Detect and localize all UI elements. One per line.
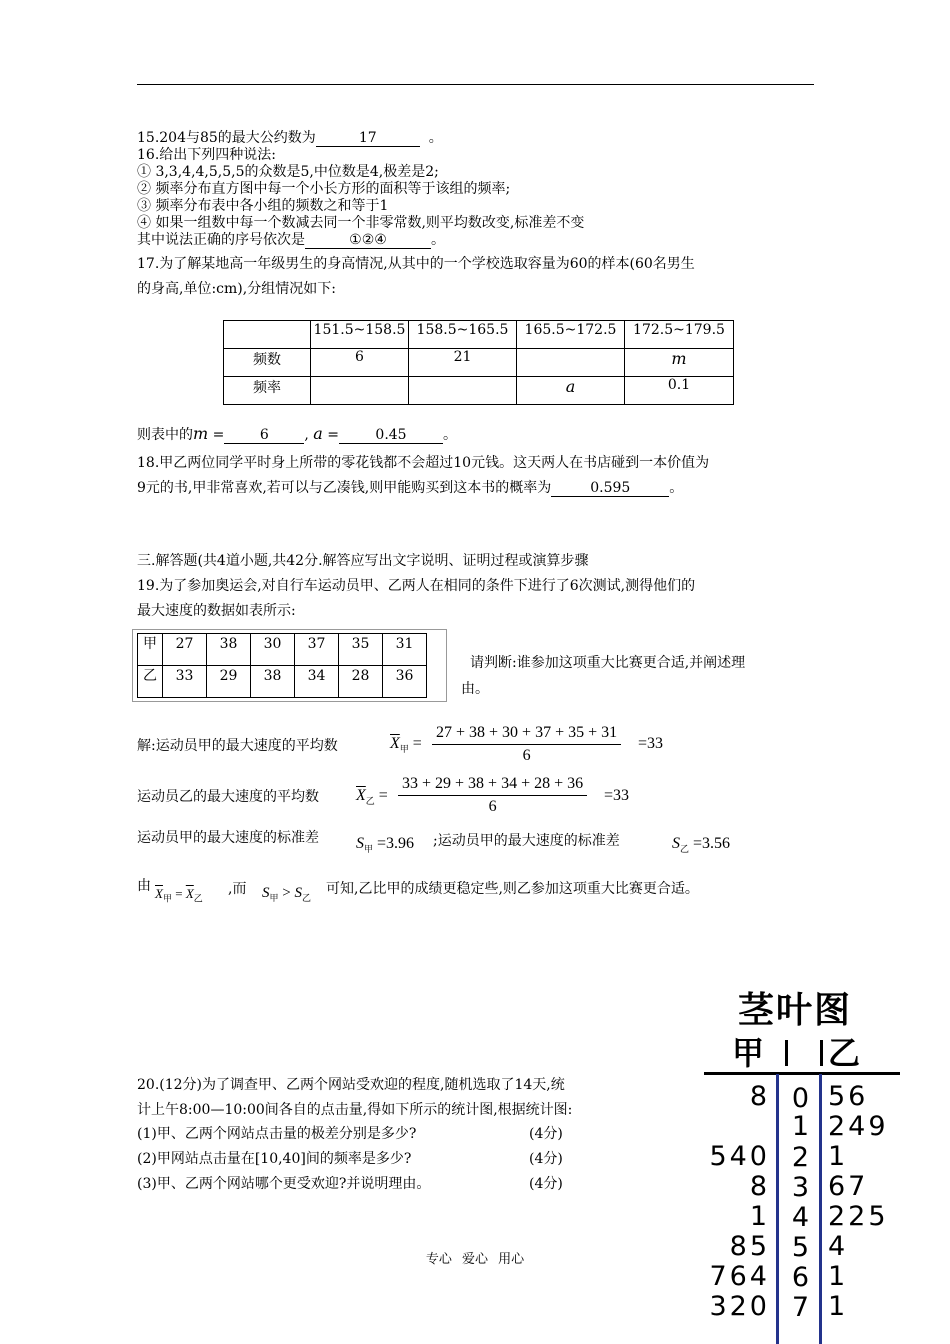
- q17-m-answer: 6: [224, 428, 304, 444]
- q19-sol3-sub2: 乙: [680, 844, 690, 855]
- header-divider-right: [820, 1040, 823, 1066]
- q19-sol1-denominator: 6: [522, 747, 531, 764]
- q20-part-2: [137, 1151, 563, 1168]
- q20-part-2-score: (4分): [529, 1151, 563, 1167]
- q16-end: 。: [431, 232, 445, 248]
- q16-item-1: ① 3,3,4,4,5,5,5的众数是5,中位数是4,极差是2;: [137, 164, 439, 180]
- q17-cell: 21: [409, 349, 517, 377]
- stem-value: 1: [791, 1111, 813, 1142]
- q19-sol2-mean: $\overline{X}_乙$ =: [356, 787, 388, 807]
- q19-sol2-var: $\overline{X}$: [356, 787, 366, 804]
- q17-cell: 0.1: [625, 377, 734, 405]
- q17-header-row: [224, 321, 734, 349]
- q19-cell: 33: [163, 666, 207, 698]
- q19-cell: 28: [339, 666, 383, 698]
- q19-cell: 27: [163, 634, 207, 666]
- q19-sol2-prefix: 运动员乙的最大速度的平均数: [137, 789, 319, 805]
- q15-answer: 17: [316, 131, 420, 147]
- q20-line-2: 计上午8:00—10:00间各自的点击量,得如下所示的统计图,根据统计图:: [137, 1102, 573, 1118]
- q20-part-3: [137, 1176, 563, 1193]
- q16-item-4: ④ 如果一组数中每一个数减去同一个非零常数,则平均数改变,标准差不变: [137, 215, 585, 231]
- leaf-left-row: 764: [709, 1261, 770, 1292]
- q19-sol2-numerator: 33 + 29 + 38 + 34 + 28 + 36: [398, 773, 587, 796]
- q19-line-1: 19.为了参加奥运会,对自行车运动员甲、乙两人在相同的条件下进行了6次测试,测得他们的: [137, 578, 696, 594]
- q19-cell: 37: [295, 634, 339, 666]
- leaf-left-row: 8: [749, 1171, 770, 1202]
- q17-a-answer: 0.45: [339, 428, 443, 444]
- leaf-right-row: 249: [828, 1111, 889, 1142]
- q19-cell: 30: [251, 634, 295, 666]
- q17-cell: [311, 377, 409, 405]
- q16-item-2: ② 频率分布直方图中每一个小长方形的面积等于该组的频率;: [137, 181, 511, 197]
- q19-cell: 38: [207, 634, 251, 666]
- q19-speed-table: [137, 633, 427, 698]
- q18-answer: 0.595: [551, 481, 669, 497]
- q19-sol3-var2: S: [672, 835, 680, 852]
- q19-concl-sub1: 甲: [162, 893, 172, 904]
- q20-line-1: 20.(12分)为了调查甲、乙两个网站受欢迎的程度,随机选取了14天,统: [137, 1077, 565, 1093]
- q19-sol3-prefix: 运动员甲的最大速度的标准差: [137, 830, 319, 846]
- q19-concl-prefix: 由: [137, 878, 151, 894]
- q19-sol3-jia: [356, 835, 414, 855]
- q17-row-label: 频数: [224, 349, 311, 377]
- stem-value: 0: [791, 1083, 813, 1114]
- q19-sol1-var: $\overline{X}$: [390, 735, 400, 752]
- q19-concl-suffix: 可知,乙比甲的成绩更稳定些,则乙参加这项重大比赛更合适。: [326, 881, 699, 897]
- stem-value: 2: [791, 1142, 813, 1173]
- q19-sol1-sub: 甲: [399, 744, 409, 755]
- leaf-left-row: 320: [709, 1291, 770, 1322]
- q17-result-line: 则表中的m = 6 , a = 0.45 。: [137, 424, 457, 443]
- q19-concl-std: [262, 885, 311, 904]
- stem-divider-left: [776, 1074, 779, 1344]
- q19-cell: 36: [383, 666, 427, 698]
- q19-cell: 31: [383, 634, 427, 666]
- q19-sol1-numerator: 27 + 38 + 30 + 37 + 35 + 31: [432, 722, 621, 745]
- q18-text: 9元的书,甲非常喜欢,若可以与乙凑钱,则甲能购买到这本书的概率为: [137, 480, 552, 496]
- leaf-right-row: 225: [828, 1201, 889, 1232]
- q18-end: 。: [669, 480, 684, 496]
- leaf-right-row: 56: [828, 1081, 869, 1112]
- q19-question-line-1: 请判断:谁参加这项重大比赛更合适,并阐述理: [470, 655, 746, 671]
- q20-part-1: [137, 1126, 563, 1143]
- leaf-left-row: 8: [749, 1081, 770, 1112]
- page-footer: 专心 爱心 用心: [425, 1252, 525, 1267]
- stem-value: 6: [791, 1262, 813, 1293]
- q19-sol1-prefix: 解:运动员甲的最大速度的平均数: [137, 738, 338, 754]
- leaf-right-row: 4: [828, 1231, 849, 1262]
- stem-leaf-left-header: 甲: [732, 1034, 765, 1072]
- q17-a-var: a: [313, 424, 323, 443]
- q17-header-cell: 165.5~172.5: [517, 321, 625, 349]
- q19-sol2-denominator: 6: [488, 798, 497, 815]
- q19-question-line-2: 由。: [461, 681, 489, 697]
- stem-value: 4: [791, 1202, 813, 1233]
- q17-cell: [409, 377, 517, 405]
- q19-row-yi: [138, 666, 427, 698]
- q19-concl-ssub1: 甲: [269, 893, 279, 903]
- q19-cell: 29: [207, 666, 251, 698]
- header-divider-left: [785, 1040, 788, 1066]
- q19-concl-var2: $\overline{X}$: [185, 886, 194, 901]
- q19-sol2-fraction: [398, 773, 587, 818]
- stem-value: 5: [791, 1232, 813, 1263]
- q17-cell: 6: [311, 349, 409, 377]
- leaf-right-row: 1: [828, 1141, 849, 1172]
- section3-title: 三.解答题(共4道小题,共42分.解答应写出文字说明、证明过程或演算步骤: [137, 553, 589, 569]
- q19-speed-table-frame: [132, 629, 447, 702]
- q19-sol1-mean: $\overline{X}_甲$ =: [390, 735, 422, 755]
- leaf-left-row: 540: [709, 1141, 770, 1172]
- q19-cell: 34: [295, 666, 339, 698]
- q19-sol1-fraction: [432, 722, 621, 767]
- q17-cell: m: [625, 349, 734, 377]
- stem-value: 3: [791, 1172, 813, 1203]
- q19-concl-means: [155, 886, 203, 905]
- q19-sol2-result: =33: [604, 787, 630, 804]
- stem-leaf-right-header: 乙: [828, 1034, 861, 1072]
- leaf-right-row: 1: [828, 1261, 849, 1292]
- q17-header-cell: 172.5~179.5: [625, 321, 734, 349]
- leaf-left-row: 85: [729, 1231, 770, 1262]
- q19-concl-sub2: 乙: [193, 893, 203, 904]
- q19-line-2: 最大速度的数据如表所示:: [137, 603, 296, 619]
- q20-part-2-text: (2)甲网站点击量在[10,40]间的频率是多少?: [137, 1151, 412, 1167]
- q16-prompt: 其中说法正确的序号依次是: [137, 232, 305, 248]
- q19-concl-svar1: S: [262, 885, 270, 901]
- q17-row-label: 频率: [224, 377, 311, 405]
- q16-item-3: ③ 频率分布表中各小组的频数之和等于1: [137, 198, 389, 214]
- q20-part-1-text: (1)甲、乙两个网站点击量的极差分别是多少?: [137, 1126, 417, 1142]
- q19-sol3-val2: =3.56: [693, 835, 731, 852]
- q15-line: [137, 130, 443, 147]
- q18-line-2: [137, 480, 683, 497]
- q17-header-cell: 158.5~165.5: [409, 321, 517, 349]
- stem-divider-right: [819, 1074, 822, 1344]
- q16-intro: 16.给出下列四种说法:: [137, 147, 276, 163]
- stem-leaf-figure: [700, 980, 950, 1344]
- q17-line-2: 的身高,单位:cm),分组情况如下:: [137, 281, 336, 297]
- q20-part-1-score: (4分): [529, 1126, 563, 1142]
- q16-answer: ①②④: [305, 233, 431, 249]
- q19-sol1-result: =33: [638, 735, 664, 752]
- q15-end: 。: [428, 130, 443, 146]
- q18-line-1: 18.甲乙两位同学平时身上所带的零花钱都不会超过10元钱。这天两人在书店碰到一本价值为: [137, 455, 710, 471]
- q19-concl-var1: $\overline{X}$: [155, 886, 163, 901]
- q19-concl-ssub2: 乙: [301, 893, 311, 903]
- q19-concl-svar2: S: [294, 885, 302, 901]
- q19-sol3-yi: [672, 835, 730, 855]
- stem-value: 7: [791, 1292, 813, 1323]
- q17-header-cell: 151.5~158.5: [311, 321, 409, 349]
- q17-m-var: m: [193, 424, 209, 443]
- q20-part-3-score: (4分): [529, 1176, 563, 1192]
- q19-row-label: 乙: [138, 666, 163, 698]
- q17-frequency-table: [223, 320, 734, 405]
- q17-cell: [517, 349, 625, 377]
- q19-cell: 38: [251, 666, 295, 698]
- q19-sol3-mid: ;运动员甲的最大速度的标准差: [433, 833, 620, 849]
- q17-freq-row: [224, 377, 734, 405]
- q20-part-3-text: (3)甲、乙两个网站哪个更受欢迎?并说明理由。: [137, 1176, 431, 1192]
- q19-sol3-sub: 甲: [364, 844, 374, 855]
- q19-row-label: 甲: [138, 634, 163, 666]
- leaf-right-row: 1: [828, 1291, 849, 1322]
- q19-concl-mid: ,而: [228, 881, 247, 897]
- q16-result-line: [137, 232, 445, 249]
- q19-sol2-sub: 乙: [365, 796, 375, 807]
- leaf-left-row: 1: [749, 1201, 770, 1232]
- q19-concl-eq: =: [175, 886, 183, 901]
- q19-concl-gt: >: [282, 885, 291, 901]
- q15-text: 15.204与85的最大公约数为: [137, 130, 316, 146]
- q17-header-cell: [224, 321, 311, 349]
- q19-sol3-var: S: [356, 835, 364, 852]
- q17-line-1: 17.为了解某地高一年级男生的身高情况,从其中的一个学校选取容量为60的样本(60名男生: [137, 256, 695, 272]
- q19-cell: 35: [339, 634, 383, 666]
- q17-sep: ,: [304, 427, 309, 443]
- stem-leaf-header-rule: [704, 1072, 900, 1075]
- stem-leaf-title: 茎叶图: [738, 990, 853, 1031]
- header-rule: [137, 84, 814, 85]
- q17-result-prefix: 则表中的: [137, 427, 193, 443]
- q19-row-jia: [138, 634, 427, 666]
- q17-count-row: [224, 349, 734, 377]
- q17-cell: a: [517, 377, 625, 405]
- q19-sol3-val: =3.96: [377, 835, 415, 852]
- q17-end: 。: [443, 427, 457, 443]
- leaf-right-row: 67: [828, 1171, 869, 1202]
